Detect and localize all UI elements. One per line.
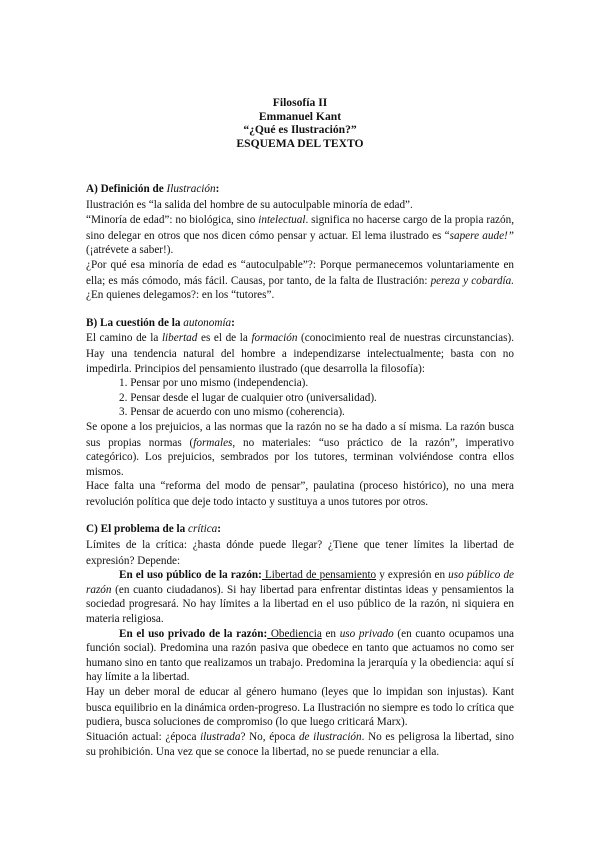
section-b-item-3: Hace falta una “reforma del modo de pensar”, paulatina (proceso histórico), no una mera revolución política que deje todo intacto y sustituya a unos tutores por otros. <box>86 480 514 508</box>
principle-2: 2. Pensar desde el lugar de cualquier otro (universalidad). <box>119 391 377 404</box>
header-title: “¿Qué es Ilustración?” <box>243 123 357 137</box>
header-subtitle: ESQUEMA DEL TEXTO <box>236 136 364 150</box>
section-c-heading: C) El problema de la crítica: <box>86 523 221 536</box>
section-c-item-2: Hay un deber moral de educar al género humano (leyes que lo impidan son injustas). Kant busca equilibrio en la dinámica orden-progreso. La Ilustración no siempre es todo lo crítica que pudiera, busca soluciones de compromiso (lo que luego criticará Marx). <box>86 686 514 729</box>
section-a-item-3: ¿Por qué esa minoría de edad es “autoculpable”?: Porque permanecemos voluntariamente en ella; es más cómodo, más fácil. Causas, por tanto, de la falta de Ilustración: pereza y cobardía. ¿En quienes delegamos?: en los “tutores”. <box>86 258 514 302</box>
section-c-item-3: Situación actual: ¿época ilustrada? No, época de ilustración. No es peligrosa la libertad, sino su prohibición. Una vez que se conoce la libertad, no se puede renunciar a ella. <box>86 730 514 759</box>
section-c-item-1: Límites de la crítica: ¿hasta dónde puede llegar? ¿Tiene que tener límites la libertad de expresión? Depende: <box>86 539 514 567</box>
document-body <box>86 182 514 760</box>
header-author: Emmanuel Kant <box>258 109 342 123</box>
principle-3: 3. Pensar de acuerdo con uno mismo (coherencia). <box>119 406 345 419</box>
section-a-item-1: Ilustración es “la salida del hombre de su autoculpable minoría de edad”. <box>86 198 413 211</box>
section-b-item-1: El camino de la libertad es el de la formación (conocimiento real de nuestras circunstancias). Hay una tendencia natural del hombre a independizarse intelectualmente; basta con no impedirla. Principios del pensamiento ilustrado (que desarrolla la filosofía): <box>86 332 514 375</box>
section-a-heading: A) Definición de Ilustración: <box>86 183 220 195</box>
section-b-heading: B) La cuestión de la autonomía: <box>86 316 235 329</box>
section-b-item-2: Se opone a los prejuicios, a las normas que la razón no se ha dado a sí misma. La razón busca sus propias normas (formales, no materiales: “uso práctico de la razón”, imperativo categórico). Los prejuicios, sembrados por los tutores, terminan volviéndose contra ellos mismos. <box>86 420 514 478</box>
document-header <box>0 96 600 150</box>
header-subject: Filosofía II <box>272 96 328 109</box>
section-a-item-2: “Minoría de edad”: no biológica, sino intelectual. significa no hacerse cargo de la propia razón, sino delegar en otros que nos dicen cómo pensar y actuar. El lema ilustrado es “sapere aude!” (¡atrévete a saber!). <box>86 214 514 257</box>
principle-1: 1. Pensar por uno mismo (independencia). <box>119 377 309 390</box>
section-c-public-use: En el uso público de la razón: Libertad de pensamiento y expresión en uso público de razón (en cuanto ciudadanos). Si hay libertad para enfrentar distintas ideas y pensamientos la sociedad progresará. No hay límites a la libertad en el uso público de la razón, ni siquiera en materia religiosa. <box>86 569 515 626</box>
section-c-private-use: En el uso privado de la razón: Obediencia en uso privado (en cuanto ocupamos una función social). Predomina una razón pasiva que obedece en tanto que actuamos no como ser humano sino en tanto que realizamos un trabajo. Predomina la jerarquía y la obediencia: aquí sí hay límite a la libertad. <box>86 627 515 684</box>
